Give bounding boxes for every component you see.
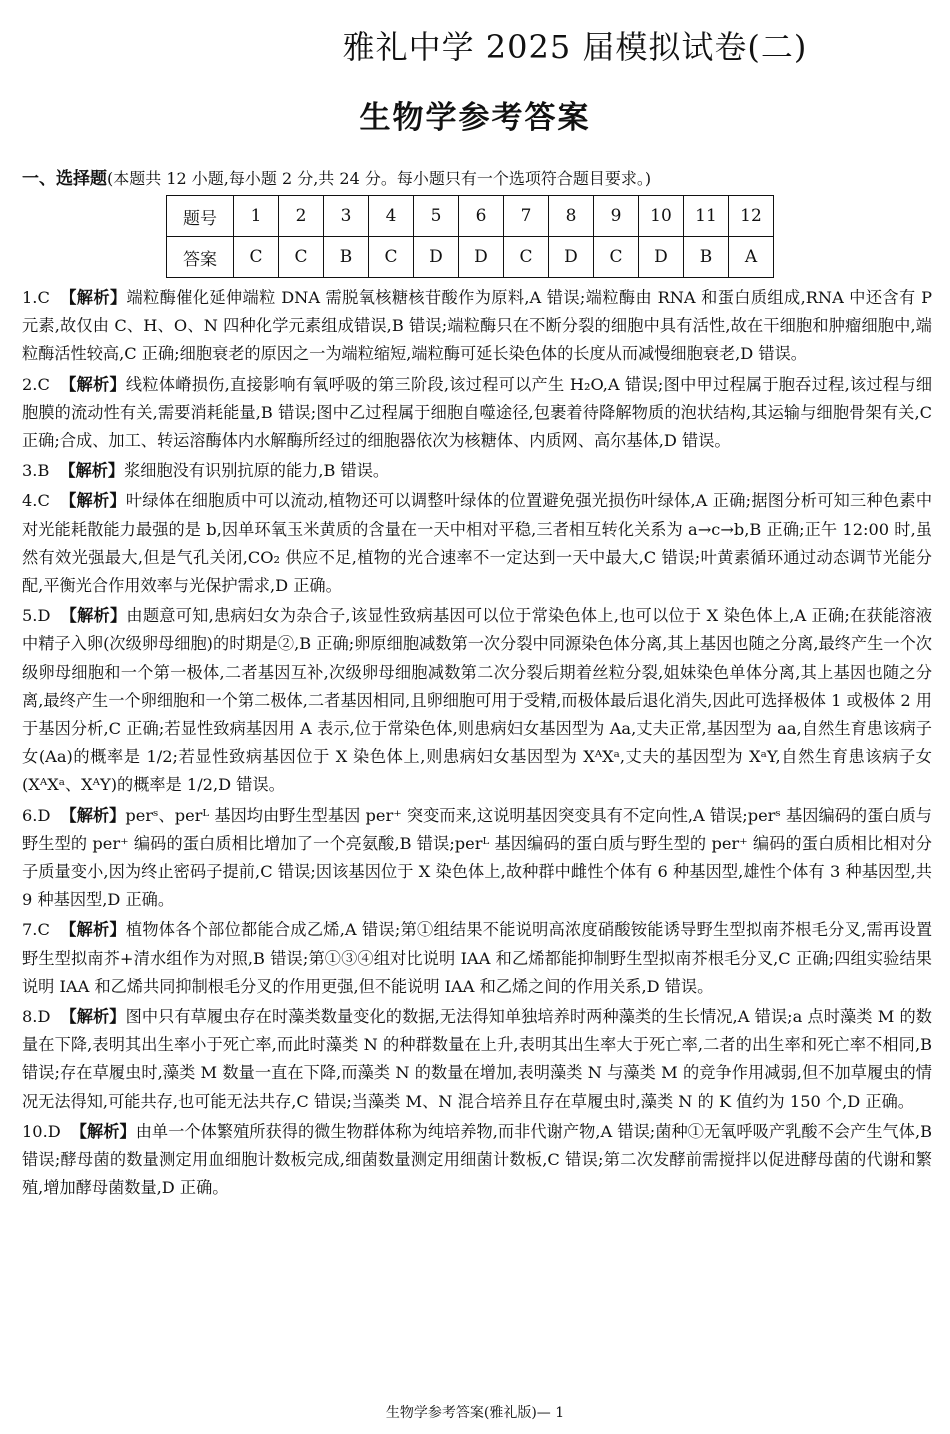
question-answer: 3.B: [22, 461, 50, 481]
explanations: [22, 284, 932, 1205]
analysis-tag: 【解析】: [59, 374, 126, 394]
question-answer: 4.C: [22, 491, 50, 511]
analysis-tag: 【解析】: [59, 288, 127, 307]
explanation-text: 浆细胞没有识别抗原的能力,B 错误。: [124, 461, 390, 481]
table-cell: C: [279, 237, 324, 278]
analysis-tag: 【解析】: [60, 1007, 126, 1027]
section-note: (本题共 12 小题,每小题 2 分,共 24 分。每小题只有一个选项符合题目要求。): [107, 169, 652, 188]
explanation-text: 图中只有草履虫存在时藻类数量变化的数据,无法得知单独培养时两种藻类的生长情况,A 错误;a 点时藻类 M 的数量在下降,表明其出生率小于死亡率,而此时藻类 N 的种群数量在上升,表明其出生率大于死亡率,二者的出生率和死亡率不相同,B 错误;存在草履虫时,藻类 M 数量一直在下降,而藻类 N 的数量在增加,表明藻类 N 与藻类 M 的竞争作用减弱,但不加草履虫的情况无法得知,可能共存,也可能无法共存,C 错误;当藻类 M、N 混合培养且存在草履虫时,藻类 N 的 K 值约为 150 个,D 正确。: [22, 1007, 932, 1111]
explanation-text: 由题意可知,患病妇女为杂合子,该显性致病基因可以位于常染色体上,也可以位于 X 染色体上,A 正确;在获能溶液中精子入卵(次级卵母细胞)的时期是②,B 正确;卵原细胞减数第一次分裂中同源染色体分离,其上基因也随之分离,最终产生一个次级卵母细胞和一个第一极体,二者基因互补,次级卵母细胞减数第二次分裂后期着丝粒分裂,姐妹染色单体分离,其上基因也随之分离,最终产生一个卵细胞和一个第二极体,二者基因相同,且卵细胞可用于受精,而极体最后退化消失,因此可选择极体 1 或极体 2 用于基因分析,C 正确;若显性致病基因用 A 表示,位于常染色体,则患病妇女基因型为 Aa,丈夫正常,基因型为 aa,自然生育患该病子女(Aa)的概率是 1/2;若显性致病基因位于 X 染色体上,则患病妇女基因型为 XᴬXᵃ,丈夫的基因型为 XᵃY,自然生育患该病子女(XᴬXᵃ、XᴬY)的概率是 1/2,D 错误。: [22, 606, 933, 795]
row-label-number: 题号: [167, 196, 234, 237]
analysis-tag: 【解析】: [59, 920, 126, 940]
explanation-text: 线粒体嵴损伤,直接影响有氧呼吸的第三阶段,该过程可以产生 H₂O,A 错误;图中甲过程属于胞吞过程,该过程与细胞膜的流动性有关,需要消耗能量,B 错误;图中乙过程属于细胞自噬途径,包裹着待降解物质的泡状结构,其运输与细胞骨架有关,C 正确;合成、加工、转运溶酶体内水解酶所经过的细胞器依次为核糖体、内质网、高尔基体,D 错误。: [22, 374, 933, 451]
question-answer: 10.D: [22, 1121, 61, 1141]
question-answer: 8.D: [22, 1007, 51, 1027]
table-cell: 5: [414, 196, 459, 237]
table-cell: C: [594, 237, 639, 278]
section-label: 一、选择题: [22, 169, 107, 189]
question-answer: 1.C: [22, 288, 50, 307]
analysis-tag: 【解析】: [60, 606, 127, 626]
table-cell: 9: [594, 196, 639, 237]
explanation-text: 由单一个体繁殖所获得的微生物群体称为纯培养物,而非代谢产物,A 错误;菌种①无氧呼吸产乳酸不会产生气体,B 错误;酵母菌的数量测定用血细胞计数板完成,细菌数量测定用细菌计数板,C 错误;第二次发酵前需搅拌以促进酵母菌的代谢和繁殖,增加酵母菌数量,D 正确。: [22, 1121, 933, 1198]
analysis-tag: 【解析】: [70, 1121, 136, 1141]
row-label-answer: 答案: [167, 237, 234, 278]
table-cell: C: [234, 237, 279, 278]
table-cell: 10: [639, 196, 684, 237]
explanation-text: perˢ、perᴸ 基因均由野生型基因 per⁺ 突变而来,这说明基因突变具有不定向性,A 错误;perˢ 基因编码的蛋白质与野生型的 per⁺ 编码的蛋白质相比增加了一个亮氨酸,B 错误;perᴸ 基因编码的蛋白质与野生型的 per⁺ 编码的蛋白质相比相对分子质量变小,因为终止密码子提前,C 错误;因该基因位于 X 染色体上,故种群中雌性个体有 6 种基因型,雄性个体有 3 种基因型,共 9 种基因型,D 正确。: [22, 805, 932, 910]
table-cell: A: [729, 237, 774, 278]
explanation-text: 植物体各个部位都能合成乙烯,A 错误;第①组结果不能说明高浓度硝酸铵能诱导野生型拟南芥根毛分叉,需再设置野生型拟南芥+清水组作为对照,B 错误;第①③④组对比说明 IAA 和乙烯都能抑制野生型拟南芥根毛分叉,C 正确;四组实验结果说明 IAA 和乙烯共同抑制根毛分叉的作用更强,但不能说明 IAA 和乙烯之间的作用关系,D 错误。: [22, 920, 933, 996]
table-cell: 8: [549, 196, 594, 237]
table-cell: D: [549, 237, 594, 278]
table-cell: D: [414, 237, 459, 278]
analysis-tag: 【解析】: [59, 491, 126, 511]
explanation-text: 叶绿体在细胞质中可以流动,植物还可以调整叶绿体的位置避免强光损伤叶绿体,A 正确;据图分析可知三种色素中对光能耗散能力最强的是 b,因单环氧玉米黄质的含量在一天中相对平稳,三者相互转化关系为 a→c→b,B 正确;正午 12:00 时,虽然有效光强最大,但是气孔关闭,CO₂ 供应不足,植物的光合速率不一定达到一天中最大,C 错误;叶黄素循环通过动态调节光能分配,平衡光合作用效率与光保护需求,D 正确。: [22, 491, 933, 596]
explanation-item: [22, 457, 932, 485]
page-footer: 生物学参考答案(雅礼版)— 1: [385, 1405, 565, 1421]
question-answer: 6.D: [22, 805, 51, 825]
table-cell: B: [324, 237, 369, 278]
table-cell: 3: [324, 196, 369, 237]
explanation-text: 端粒酶催化延伸端粒 DNA 需脱氧核糖核苷酸作为原料,A 错误;端粒酶由 RNA 和蛋白质组成,RNA 中还含有 P 元素,故仅由 C、H、O、N 四种化学元素组成错误,B 错误;端粒酶只在不断分裂的细胞中具有活性,故在干细胞和肿瘤细胞中,端粒酶活性较高,C 正确;细胞衰老的原因之一为端粒缩短,端粒酶可延长染色体的长度从而减慢细胞衰老,D 错误。: [22, 288, 932, 364]
explanation-item: [22, 284, 932, 369]
table-cell: 2: [279, 196, 324, 237]
page-title: 生物学参考答案: [359, 100, 591, 136]
question-answer: 2.C: [22, 374, 50, 394]
explanation-item: [22, 487, 932, 600]
explanation-item: [22, 371, 932, 456]
answer-key-table: [166, 195, 774, 278]
school-exam-title: 雅礼中学 2025 届模拟试卷(二): [342, 28, 808, 66]
table-cell: 7: [504, 196, 549, 237]
table-cell: 1: [234, 196, 279, 237]
analysis-tag: 【解析】: [60, 805, 126, 825]
explanation-item: [22, 916, 932, 1001]
table-cell: 4: [369, 196, 414, 237]
analysis-tag: 【解析】: [59, 461, 125, 481]
question-answer: 7.C: [22, 920, 50, 940]
table-cell: 6: [459, 196, 504, 237]
explanation-item: [22, 802, 932, 915]
table-cell: C: [504, 237, 549, 278]
table-cell: D: [459, 237, 504, 278]
question-number-row: [167, 196, 774, 237]
table-cell: D: [639, 237, 684, 278]
explanation-item: [22, 1003, 932, 1116]
table-cell: C: [369, 237, 414, 278]
table-cell: B: [684, 237, 729, 278]
table-cell: 11: [684, 196, 729, 237]
question-answer: 5.D: [22, 606, 51, 626]
section-heading: [22, 164, 651, 189]
table-cell: 12: [729, 196, 774, 237]
explanation-item: [22, 602, 932, 799]
answer-row: [167, 237, 774, 278]
explanation-item: [22, 1118, 932, 1203]
